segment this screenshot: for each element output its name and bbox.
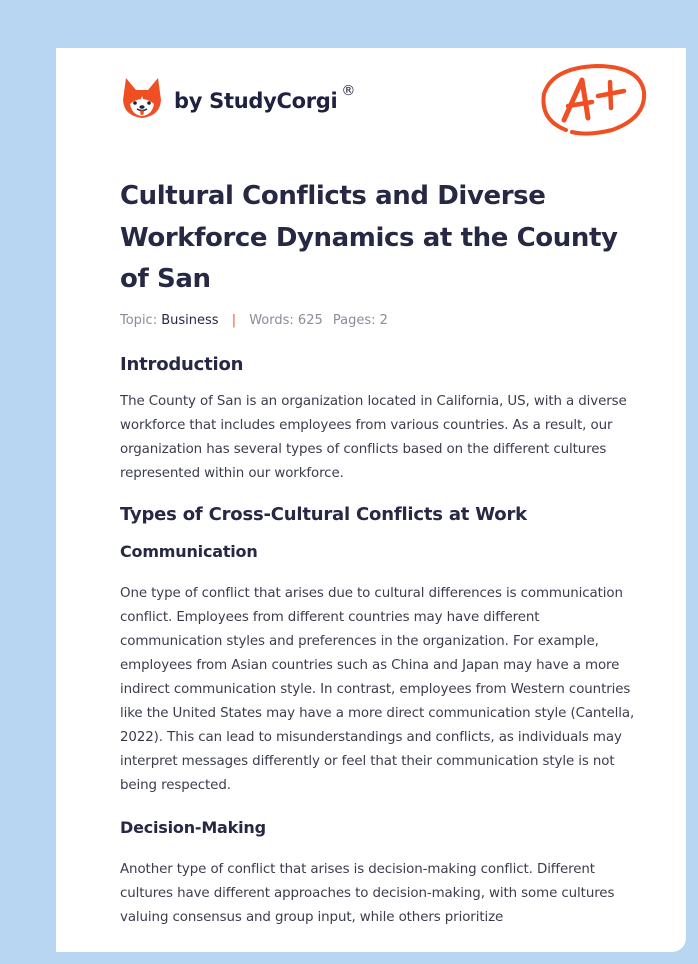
page-count: Pages: 2 — [332, 312, 388, 328]
document-card — [56, 48, 686, 952]
meta-separator: | — [231, 312, 237, 328]
brand-name: by StudyCorgi — [174, 89, 338, 113]
topic-label: Topic: — [120, 312, 158, 328]
studycorgi-logo[interactable] — [122, 76, 355, 120]
section-heading-types: Types of Cross-Cultural Conflicts at Work — [120, 504, 527, 525]
subsection-heading-communication: Communication — [120, 542, 258, 561]
article-meta — [120, 313, 632, 328]
corgi-icon — [122, 76, 162, 120]
registered-mark: ® — [341, 83, 356, 99]
page-title: Cultural Conflicts and Diverse Workforce Dynamics at the County of San — [120, 181, 618, 294]
grade-badge — [538, 58, 648, 147]
paragraph-introduction: The County of San is an organization located in California, US, with a diverse workforce that includes employees from various countries. As a result, our organization has several types of conflicts based on the different cultures represented within our workforce. — [120, 394, 627, 481]
article — [120, 176, 635, 925]
paragraph-decision-making: Another type of conflict that arises is decision-making conflict. Different cultures have different approaches to decision-making, with some cultures valuing consensus and group input, while others prioritize — [120, 862, 615, 925]
subsection-heading-decision-making: Decision-Making — [120, 818, 266, 837]
paragraph-communication: One type of conflict that arises due to cultural differences is communication conflict. Employees from different countries may have different communication styles and preferences in the organization. For example, employees from Asian countries such as China and Japan may have a more indirect communication style. In contrast, employees from Western countries like the United States may have a more direct communication style (Cantella, 2022). This can lead to misunderstandings and conflicts, as individuals may interpret messages differently or feel that their communication style is not being respected. — [120, 586, 635, 793]
section-heading-introduction: Introduction — [120, 354, 244, 375]
a-plus-icon — [538, 58, 648, 142]
topic-link[interactable]: Business — [161, 312, 219, 328]
word-count: Words: 625 — [249, 312, 323, 328]
